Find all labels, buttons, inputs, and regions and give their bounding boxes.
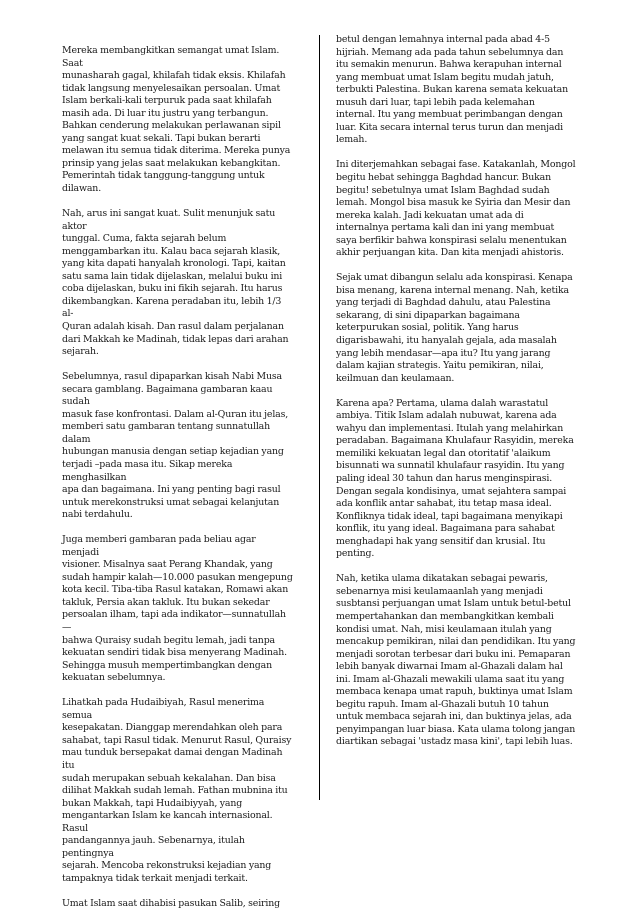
paragraph: Nah, arus ini sangat kuat. Sulit menunjuk satu aktor tunggal. Cuma, fakta sejarah belum menggambarkan itu. Kalau baca sejarah klasik, yang kita dapati hanyalah kronologi. Tapi, kaitan satu sama lain tidak dijelaskan, melalui buku ini coba dijelaskan, buku ini fikih sejarah. Itu harus dikembangkan. Karena peradaban itu, lebih 1/3 al- Quran adalah kisah. Dan rasul dalam perjalanan dari Makkah ke Madinah, tidak lepas dari arahan sejarah. xyxy=(62,208,289,358)
right-column xyxy=(336,34,582,761)
paragraph: Umat Islam saat dihabisi pasukan Salib, seiring xyxy=(62,897,280,909)
column-divider xyxy=(319,35,320,800)
paragraph: Mereka membangkitkan semangat umat Islam. Saat munasharah gagal, khilafah tidak eksis. Khilafah tidak langsung menyelesaikan persoalan. Umat Islam berkali-kali terpuruk pada saat khilafah masih ada. Di luar itu justru yang terbangun. Bahkan cenderung melakukan perlawanan sipil yang sangat kuat sekali. Tapi bukan berarti melawan itu semua tidak diterima. Mereka punya prinsip yang jelas saat melakukan kebangkitan. Pemerintah tidak tanggung-tanggung untuk dilawan. xyxy=(62,45,291,195)
paragraph: Lihatkah pada Hudaibiyah, Rasul menerima semua kesepakatan. Dianggap merendahkan oleh para sahabat, tapi Rasul tidak. Menurut Rasul, Quraisy mau tunduk bersepakat damai dengan Madinah itu sudah merupakan sebuah kekalahan. Dan bisa dilihat Makkah sudah lemah. Fathan mubnina itu bukan Makkah, tapi Hudaibiyyah, yang mengantarkan Islam ke kancah internasional. Rasul pandangannya jauh. Sebenarnya, itulah pentingnya sejarah. Mencoba rekonstruksi kejadian yang tampaknya tidak terkait menjadi terkait. xyxy=(62,697,292,884)
paragraph: betul dengan lemahnya internal pada abad 4-5 hijriah. Memang ada pada tahun sebelumnya dan itu semakin menurun. Bahwa kerapuhan internal yang membuat umat Islam begitu mudah jatuh, terbukti Palestina. Bukan karena semata kekuatan musuh dari luar, tapi lebih pada kelemahan internal. Itu yang membuat perimbangan dengan luar. Kita secara internal terus turun dan menjadi lemah. xyxy=(336,34,568,146)
paragraph: Nah, ketika ulama dikatakan sebagai pewaris, sebenarnya misi keulamaanlah yang menjadi susbtansi perjuangan umat Islam untuk betul-betul mempertahankan dan membangkitkan kembali kondisi umat. Nah, misi keulamaan itulah yang mencakup pemikiran, nilai dan pendidikan. Itu yang menjadi sorotan terbesar dari buku ini. Pemaparan lebih banyak diwarnai Imam al-Ghazali dalam hal ini. Imam al-Ghazali mewakili ulama saat itu yang membaca kenapa umat rapuh, buktinya umat Islam begitu rapuh. Imam al-Ghazali butuh 10 tahun untuk membaca sejarah ini, dan buktinya jelas, ada penyimpangan luar biasa. Kata ulama tolong jangan diartikan sebagai 'ustadz masa kini', tapi lebih luas. xyxy=(336,573,576,748)
paragraph: Sebelumnya, rasul dipaparkan kisah Nabi Musa secara gamblang. Bagaimana gambaran kaau sudah masuk fase konfrontasi. Dalam al-Quran itu jelas, memberi satu gambaran tentang sunnatullah dalam hubungan manusia dengan setiap kejadian yang terjadi –pada masa itu. Sikap mereka menghasilkan apa dan bagaimana. Ini yang penting bagi rasul untuk merekonstruksi umat sebagai kelanjutan nabi terdahulu. xyxy=(62,371,289,521)
paragraph: Ini diterjemahkan sebagai fase. Katakanlah, Mongol begitu hebat sehingga Baghdad hancur. Bukan begitu! sebetulnya umat Islam Baghdad sudah lemah. Mongol bisa masuk ke Syiria dan Mesir dan mereka kalah. Jadi kekuatan umat ada di internalnya pertama kali dan ini yang membuat saya berfikir bahwa konspirasi selalu menentukan akhir perjuangan kita. Dan kita menjadi ahistoris. xyxy=(336,159,576,259)
paragraph: Karena apa? Pertama, ulama dalah warastatul ambiya. Titik Islam adalah nubuwat, karena ada wahyu dan implementasi. Itulah yang melahirkan peradaban. Bagaimana Khulafaur Rasyidin, mereka memiliki kekuatan legal dan otoritatif 'alaikum bisunnati wa sunnatil khulafaur rasyidin. Itu yang paling ideal 30 tahun dan harus menginspirasi. Dengan segala kondisinya, umat sejahtera sampai ada konflik antar sahabat, itu tetap masa ideal. Konfliknya tidak ideal, tapi bagaimana menyikapi konflik, itu yang ideal. Bagaimana para sahabat menghadapi hak yang sensitif dan krusial. Itu penting. xyxy=(336,397,574,560)
paragraph: Sejak umat dibangun selalu ada konspirasi. Kenapa bisa menang, karena internal menang. Nah, ketika yang terjadi di Baghdad dahulu, atau Palestina sekarang, di sini dipaparkan bagaimana keterpurukan sosial, politik. Yang harus digarisbawahi, itu hanyalah gejala, ada masalah yang lebih mendasar—apa itu? Itu yang jarang dalam kajian strategis. Yaitu pemikiran, nilai, keilmuan dan keulamaan. xyxy=(336,272,573,384)
left-column xyxy=(62,45,294,923)
paragraph: Juga memberi gambaran pada beliau agar menjadi visioner. Misalnya saat Perang Khandak, yang sudah hampir kalah—10.000 pasukan mengepung kota kecil. Tiba-tiba Rasul katakan, Romawi akan takluk, Persia akan takluk. Itu bukan sekedar persoalan ilham, tapi ada indikator—sunnatullah— bahwa Quraisy sudah begitu lemah, jadi tanpa kekuatan sendiri tidak bisa menyerang Madinah. Sehingga musuh mempertimbangkan dengan kekuatan sebelumnya. xyxy=(62,534,293,684)
